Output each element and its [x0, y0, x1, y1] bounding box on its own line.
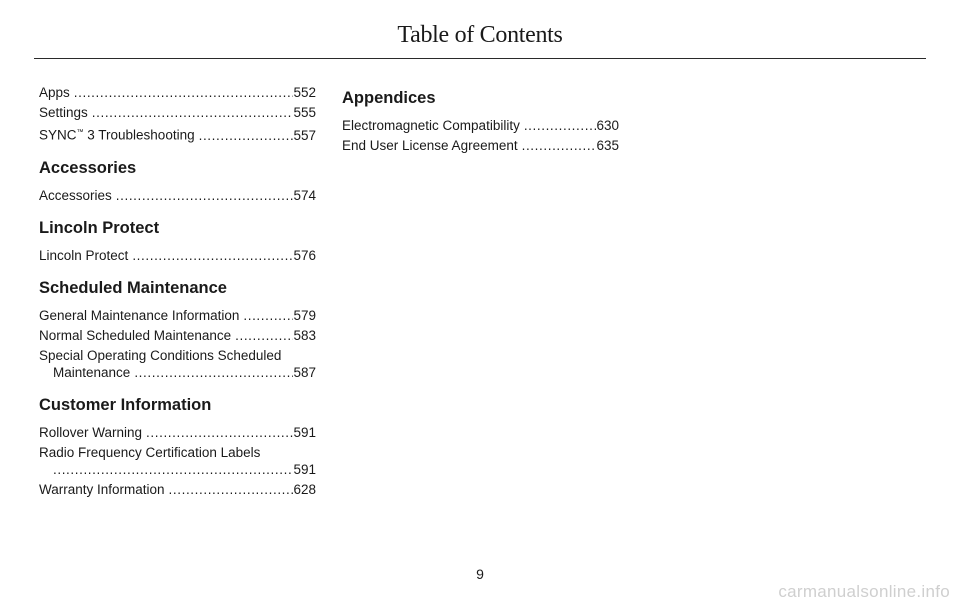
toc-entry-page: 628 [293, 481, 316, 497]
toc-entry-settings[interactable] [39, 104, 316, 121]
toc-entry-lincoln-protect[interactable] [39, 247, 316, 264]
toc-entry-continuation [39, 364, 316, 381]
dot-leader [235, 327, 293, 344]
dot-leader [169, 481, 294, 498]
dot-leader [92, 104, 294, 121]
toc-entry-page: 557 [293, 127, 316, 143]
dot-leader [74, 84, 294, 101]
toc-entry-title: Apps [39, 85, 70, 100]
section-heading-lincoln-protect: Lincoln Protect [39, 218, 160, 237]
section-heading-appendices: Appendices [342, 89, 436, 107]
dot-leader [522, 137, 597, 154]
page-title: Table of Contents [397, 22, 563, 48]
dot-leader [53, 461, 293, 478]
toc-entry-page: 574 [293, 187, 316, 203]
watermark-text: carmanualsonline.info [778, 582, 950, 601]
toc-entry-page: 579 [293, 307, 316, 323]
dot-leader [146, 424, 293, 441]
toc-entry-page: 630 [596, 118, 619, 133]
dot-leader [524, 117, 597, 134]
toc-entry-title: Rollover Warning [39, 424, 143, 440]
toc-entry-special-operating-conditions[interactable] [39, 347, 316, 381]
toc-entry-electromagnetic-compatibility[interactable] [342, 117, 619, 134]
toc-entry-rollover-warning[interactable] [39, 424, 316, 441]
toc-entry-title-line1: Radio Frequency Certification Labels [39, 444, 261, 460]
toc-entry-normal-scheduled-maintenance[interactable] [39, 327, 316, 344]
toc-entry-title-line2: Maintenance [53, 364, 131, 380]
dot-leader [132, 247, 293, 264]
toc-entry-title: Normal Scheduled Maintenance [39, 327, 232, 343]
toc-left-column [39, 84, 316, 501]
toc-entry-page: 583 [293, 327, 316, 343]
toc-entry-title-line1: Special Operating Conditions Scheduled [39, 347, 282, 363]
toc-entry-page: 635 [596, 138, 619, 153]
section-heading-scheduled-maintenance: Scheduled Maintenance [39, 278, 227, 297]
toc-entry-page: 587 [293, 364, 316, 380]
header-rule [34, 58, 926, 59]
dot-leader [243, 307, 293, 324]
toc-entry-general-maintenance[interactable] [39, 307, 316, 324]
dot-leader [134, 364, 293, 381]
section-heading-customer-information: Customer Information [39, 395, 212, 414]
toc-entry-page: 576 [293, 247, 316, 263]
toc-entry-page: 555 [293, 105, 316, 120]
trademark-symbol: ™ [76, 129, 84, 136]
toc-entry-page: 591 [293, 424, 316, 440]
toc-entry-title: Accessories [39, 187, 112, 203]
toc-entry-title [39, 124, 199, 144]
toc-entry-title: Lincoln Protect [39, 247, 129, 263]
toc-entry-title: Settings [39, 105, 88, 120]
toc-entry-title: Warranty Information [39, 481, 165, 497]
toc-entry-end-user-license[interactable] [342, 137, 619, 154]
toc-entry-title: General Maintenance Information [39, 307, 240, 323]
toc-entry-sync-troubleshooting[interactable] [39, 124, 316, 144]
toc-right-column [342, 84, 619, 157]
toc-entry-radio-frequency-labels[interactable] [39, 444, 316, 478]
toc-entry-title: End User License Agreement [342, 138, 518, 153]
toc-entry-title-suffix: 3 Troubleshooting [83, 127, 195, 143]
page-number: 9 [476, 566, 484, 582]
toc-entry-apps[interactable] [39, 84, 316, 101]
toc-entry-title-prefix: SYNC [39, 127, 77, 143]
section-heading-accessories: Accessories [39, 158, 137, 177]
toc-entry-warranty-information[interactable] [39, 481, 316, 498]
dot-leader [116, 187, 294, 204]
dot-leader [199, 127, 294, 144]
toc-entry-continuation [39, 461, 316, 478]
toc-entry-page: 591 [293, 461, 316, 477]
toc-entry-page: 552 [293, 85, 316, 100]
toc-entry-title: Electromagnetic Compatibility [342, 118, 520, 133]
toc-entry-accessories[interactable] [39, 187, 316, 204]
